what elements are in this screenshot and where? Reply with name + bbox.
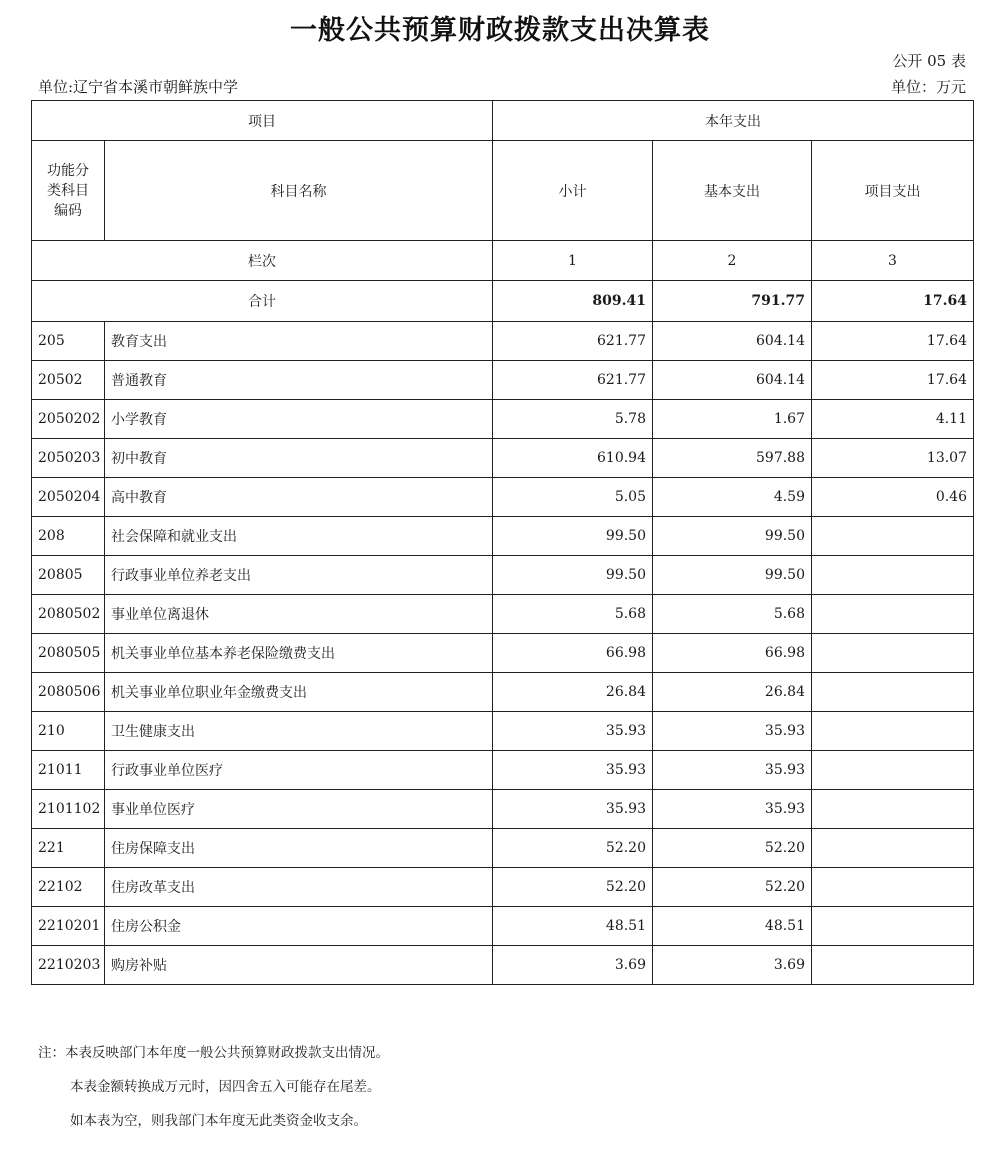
- total-row: [32, 281, 974, 322]
- row-project: [812, 868, 974, 907]
- row-basic: 48.51: [653, 907, 812, 946]
- row-code: 221: [32, 829, 105, 868]
- row-code: 2080502: [32, 595, 105, 634]
- total-project: 17.64: [812, 281, 974, 322]
- row-name: 住房公积金: [105, 907, 493, 946]
- row-name: 事业单位医疗: [105, 790, 493, 829]
- table-row: [32, 634, 974, 673]
- row-code: 2210203: [32, 946, 105, 985]
- row-code: 21011: [32, 751, 105, 790]
- table-row: [32, 322, 974, 361]
- header-code: [32, 141, 105, 241]
- row-name: 机关事业单位职业年金缴费支出: [105, 673, 493, 712]
- row-subtotal: 52.20: [493, 868, 653, 907]
- table-row: [32, 556, 974, 595]
- header-item: 项目: [32, 101, 493, 141]
- row-subtotal: 35.93: [493, 751, 653, 790]
- header-current-year: 本年支出: [493, 101, 974, 141]
- header-row-group: [32, 101, 974, 141]
- row-basic: 1.67: [653, 400, 812, 439]
- row-subtotal: 3.69: [493, 946, 653, 985]
- row-name: 高中教育: [105, 478, 493, 517]
- data-rows: [32, 322, 974, 985]
- row-project: 17.64: [812, 361, 974, 400]
- row-name: 事业单位离退休: [105, 595, 493, 634]
- row-basic: 597.88: [653, 439, 812, 478]
- row-subtotal: 99.50: [493, 517, 653, 556]
- total-basic: 791.77: [653, 281, 812, 322]
- header-row-columns: [32, 141, 974, 241]
- row-basic: 604.14: [653, 361, 812, 400]
- row-basic: 66.98: [653, 634, 812, 673]
- column-index-1: 1: [493, 241, 653, 281]
- row-subtotal: 621.77: [493, 361, 653, 400]
- table-row: [32, 673, 974, 712]
- table-row: [32, 400, 974, 439]
- row-name: 小学教育: [105, 400, 493, 439]
- row-basic: 99.50: [653, 517, 812, 556]
- table-row: [32, 361, 974, 400]
- row-code: 20805: [32, 556, 105, 595]
- row-basic: 4.59: [653, 478, 812, 517]
- row-project: [812, 595, 974, 634]
- row-code: 2210201: [32, 907, 105, 946]
- table-row: [32, 478, 974, 517]
- row-project: [812, 790, 974, 829]
- row-code: 22102: [32, 868, 105, 907]
- row-basic: 3.69: [653, 946, 812, 985]
- row-basic: 5.68: [653, 595, 812, 634]
- row-basic: 35.93: [653, 751, 812, 790]
- row-code: 2080506: [32, 673, 105, 712]
- row-basic: 99.50: [653, 556, 812, 595]
- form-number: 公开 05 表: [892, 52, 966, 70]
- row-basic: 604.14: [653, 322, 812, 361]
- row-basic: 35.93: [653, 712, 812, 751]
- row-project: 0.46: [812, 478, 974, 517]
- column-index-3: 3: [812, 241, 974, 281]
- row-name: 住房保障支出: [105, 829, 493, 868]
- table-row: [32, 439, 974, 478]
- row-name: 初中教育: [105, 439, 493, 478]
- header-subtotal: 小计: [493, 141, 653, 241]
- table-row: [32, 907, 974, 946]
- total-label: 合计: [32, 281, 493, 322]
- table-row: [32, 946, 974, 985]
- row-code: 2050203: [32, 439, 105, 478]
- row-subtotal: 610.94: [493, 439, 653, 478]
- row-subtotal: 52.20: [493, 829, 653, 868]
- row-project: [812, 907, 974, 946]
- table-row: [32, 751, 974, 790]
- header-basic: 基本支出: [653, 141, 812, 241]
- note-line: 本表金额转换成万元时，因四舍五入可能存在尾差。: [70, 1079, 381, 1095]
- row-project: [812, 712, 974, 751]
- table-row: [32, 790, 974, 829]
- row-name: 住房改革支出: [105, 868, 493, 907]
- row-code: 20502: [32, 361, 105, 400]
- row-project: [812, 673, 974, 712]
- row-project: 13.07: [812, 439, 974, 478]
- table-row: [32, 712, 974, 751]
- note-line: 如本表为空，则我部门本年度无此类资金收支余。: [70, 1113, 367, 1129]
- row-code: 2101102: [32, 790, 105, 829]
- row-subtotal: 35.93: [493, 712, 653, 751]
- row-name: 社会保障和就业支出: [105, 517, 493, 556]
- row-basic: 52.20: [653, 868, 812, 907]
- column-index-row: [32, 241, 974, 281]
- row-code: 2050202: [32, 400, 105, 439]
- row-project: 4.11: [812, 400, 974, 439]
- row-code: 208: [32, 517, 105, 556]
- row-name: 教育支出: [105, 322, 493, 361]
- header-code-text: 功能分类科目编码: [47, 162, 89, 219]
- row-subtotal: 26.84: [493, 673, 653, 712]
- row-subtotal: 48.51: [493, 907, 653, 946]
- table-row: [32, 595, 974, 634]
- row-code: 2080505: [32, 634, 105, 673]
- currency-unit: 单位：万元: [890, 78, 966, 96]
- table-row: [32, 868, 974, 907]
- row-project: [812, 517, 974, 556]
- row-project: [812, 751, 974, 790]
- notes: [38, 1036, 389, 1138]
- row-code: 210: [32, 712, 105, 751]
- column-index-label: 栏次: [32, 241, 493, 281]
- reporting-unit: 单位:辽宁省本溪市朝鲜族中学: [38, 78, 239, 96]
- row-basic: 52.20: [653, 829, 812, 868]
- row-name: 购房补贴: [105, 946, 493, 985]
- row-name: 机关事业单位基本养老保险缴费支出: [105, 634, 493, 673]
- header-project: 项目支出: [812, 141, 974, 241]
- row-name: 卫生健康支出: [105, 712, 493, 751]
- expenditure-table: [31, 100, 974, 985]
- row-subtotal: 35.93: [493, 790, 653, 829]
- row-name: 行政事业单位养老支出: [105, 556, 493, 595]
- row-subtotal: 66.98: [493, 634, 653, 673]
- row-basic: 35.93: [653, 790, 812, 829]
- page-title: 一般公共预算财政拨款支出决算表: [290, 15, 710, 46]
- row-code: 2050204: [32, 478, 105, 517]
- total-subtotal: 809.41: [493, 281, 653, 322]
- row-project: [812, 829, 974, 868]
- header-name: 科目名称: [105, 141, 493, 241]
- row-name: 普通教育: [105, 361, 493, 400]
- table-row: [32, 829, 974, 868]
- row-basic: 26.84: [653, 673, 812, 712]
- column-index-2: 2: [653, 241, 812, 281]
- row-project: [812, 946, 974, 985]
- row-subtotal: 5.68: [493, 595, 653, 634]
- row-subtotal: 5.78: [493, 400, 653, 439]
- note-line: 注：本表反映部门本年度一般公共预算财政拨款支出情况。: [38, 1045, 389, 1061]
- row-name: 行政事业单位医疗: [105, 751, 493, 790]
- row-project: [812, 556, 974, 595]
- row-project: [812, 634, 974, 673]
- row-subtotal: 99.50: [493, 556, 653, 595]
- row-subtotal: 5.05: [493, 478, 653, 517]
- row-project: 17.64: [812, 322, 974, 361]
- table-row: [32, 517, 974, 556]
- row-subtotal: 621.77: [493, 322, 653, 361]
- row-code: 205: [32, 322, 105, 361]
